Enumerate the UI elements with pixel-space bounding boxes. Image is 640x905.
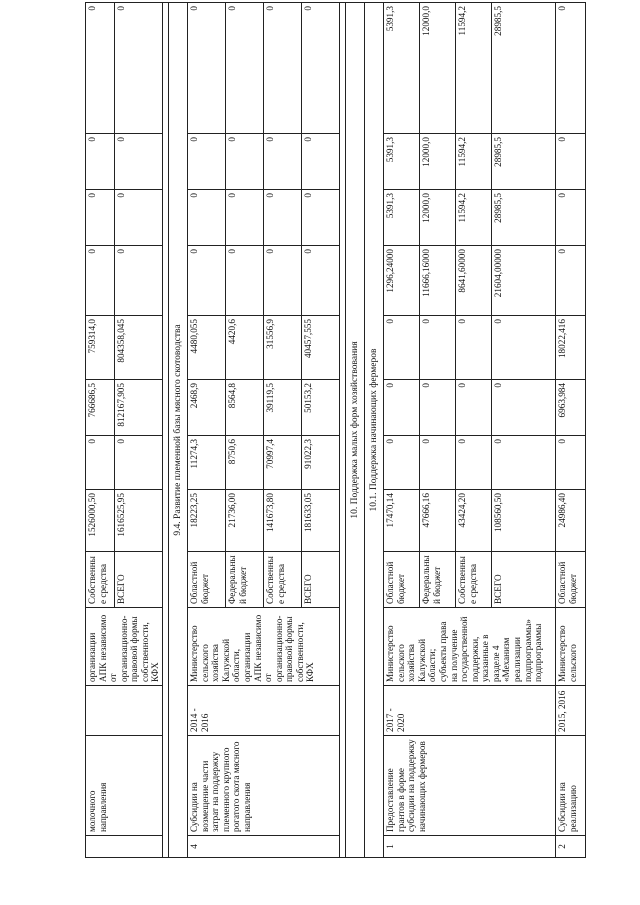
table-row: Федеральный бюджет 21736,00 8750,6 8564,8 4420,6 0 0 0 0 bbox=[226, 3, 264, 858]
table-row: молочного направления организации АПК независимо от организационно-правовой формы собственности, КФХ Собственные средства 1526000,50 0 766686,5 759314,0 0 0 0 0 bbox=[86, 3, 115, 858]
table-row: Федеральный бюджет 47666,16 0 0 0 11666,16000 12000,0 12000,0 12000,0 bbox=[420, 3, 456, 858]
section-heading: 10. Поддержка малых форм хозяйствования bbox=[346, 3, 365, 858]
table-row: ВСЕГО 108560,50 0 0 0 21604,00000 28985,5 28985,5 28985,5 bbox=[492, 3, 556, 858]
table-row: 1 Предоставление грантов в форме субсидии на поддержку начинающих фермеров 2017 - 2020 Министерство сельского хозяйства Калужской области; субъекты права на получение государственной поддержки, указанные в разделе 4 «Механизм реализации подпрограммы» подпрограммы Областной бюджет 17470,14 0 0 0 1296,24000 5391,3 5391,3 5391,3 bbox=[384, 3, 420, 858]
event-cell: Субсидии на реализацию bbox=[556, 736, 586, 836]
executor-cell: Министерство сельского хозяйства Калужской области; субъекты права на получение государственной поддержки, указанные в разделе 4 «Механизм реализации подпрограммы» подпрограммы bbox=[384, 608, 556, 686]
event-cell: молочного направления bbox=[86, 736, 163, 836]
section-heading: 9.4. Развитие племенной базы мясного скотоводства bbox=[169, 3, 188, 858]
table-row: ВСЕГО 1616525,95 0 812167,905 804358,045 0 0 0 0 bbox=[115, 3, 163, 858]
event-cell: Субсидии на возмещение части затрат на поддержку племенного крупного рогатого скота мясного направления bbox=[188, 736, 340, 836]
budget-table bbox=[85, 2, 586, 858]
section-heading: 10.1. Поддержка начинающих фермеров bbox=[365, 3, 384, 858]
rotated-document-page bbox=[85, 3, 605, 858]
table-row: 4 Субсидии на возмещение части затрат на поддержку племенного крупного рогатого скота мясного направления 2014 - 2016 Министерство сельского хозяйства Калужской области, организации АПК независимо от организационно-правовой формы собственности, КФХ Областной бюджет 18223,25 11274,3 2468,9 4480,055 0 0 0 0 bbox=[188, 3, 226, 858]
table-row: 2 Субсидии на реализацию 2015, 2016 Министерство сельского Областной бюджет 24986,40 0 6963,984 18022,416 0 0 0 0 bbox=[556, 3, 586, 858]
executor-cell: Министерство сельского хозяйства Калужской области, организации АПК независимо от организационно-правовой формы собственности, КФХ bbox=[188, 608, 340, 686]
event-cell: Предоставление грантов в форме субсидии на поддержку начинающих фермеров bbox=[384, 736, 556, 836]
executor-cell: Министерство сельского bbox=[556, 608, 586, 686]
table-row: Собственные средства 43424,20 0 0 0 8641,60000 11594,2 11594,2 11594,2 bbox=[456, 3, 492, 858]
table-row: Собственные средства 141673,80 70997,4 39119,5 31556,9 0 0 0 0 bbox=[264, 3, 302, 858]
executor-cell: организации АПК независимо от организационно-правовой формы собственности, КФХ bbox=[86, 608, 163, 686]
table-row: ВСЕГО 181633,05 91022,3 50153,2 40457,555 0 0 0 0 bbox=[302, 3, 340, 858]
